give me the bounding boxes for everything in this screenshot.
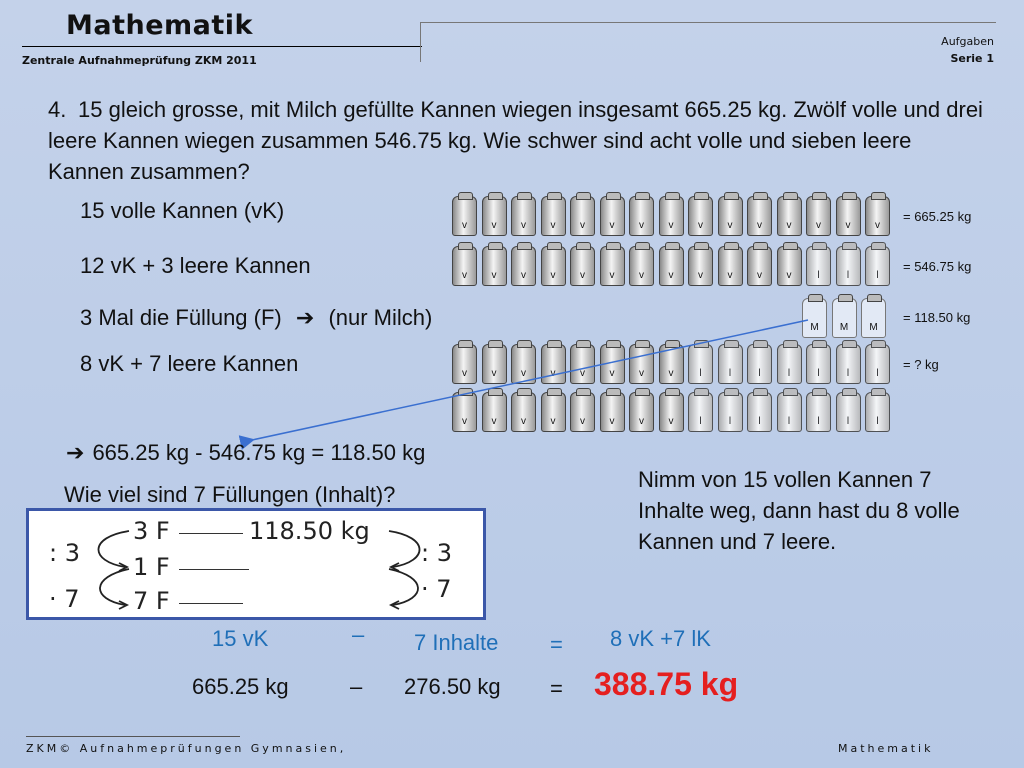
can-letter: l — [699, 368, 702, 379]
can-letter: v — [698, 220, 703, 231]
can-letter: v — [462, 368, 467, 379]
row-result-4: = ? kg — [903, 357, 939, 372]
problem-number: 4. — [48, 97, 67, 122]
can-letter: v — [757, 270, 762, 281]
can-letter: v — [639, 270, 644, 281]
can-letter: v — [580, 220, 585, 231]
question-seven-fillings: Wie viel sind 7 Füllungen (Inhalt)? — [64, 482, 396, 507]
can-letter: l — [758, 368, 761, 379]
box-left-multiply: · 7 — [49, 585, 80, 613]
can-letter: v — [639, 416, 644, 427]
eq-contents: 7 Inhalte — [414, 630, 499, 655]
can-letter: v — [727, 270, 733, 281]
can-letter: v — [491, 416, 497, 427]
box-1f: 1 F — [133, 553, 170, 581]
header-subtitle: Zentrale Aufnahmeprüfung ZKM 2011 — [22, 54, 257, 67]
header-title: Mathematik — [66, 10, 253, 41]
eq-equals: = — [550, 632, 563, 657]
can-letter: v — [550, 220, 556, 231]
can-letter: v — [491, 220, 497, 231]
footer-left: ZKM© Aufnahmeprüfungen Gymnasien, — [26, 742, 347, 755]
can-letter: v — [609, 416, 615, 427]
can-letter: v — [550, 270, 556, 281]
explanation-note: Nimm von 15 vollen Kannen 7 Inhalte weg, dann hast du 8 volle Kannen und 7 leere. — [638, 467, 960, 554]
box-right-divide: : 3 — [421, 539, 452, 567]
can-letter: v — [462, 220, 467, 231]
can-letter: v — [875, 220, 880, 231]
can-letter: l — [876, 368, 879, 379]
right-arrow-icon: ➔ — [295, 305, 315, 330]
row-result-2: = 546.75 kg — [903, 259, 972, 274]
box-left-divide: : 3 — [49, 539, 80, 567]
can-letter: v — [698, 270, 703, 281]
eq-full-cans: 15 vK — [212, 626, 269, 651]
can-letter: v — [609, 270, 615, 281]
can-letter: l — [846, 416, 850, 427]
can-letter: M — [839, 322, 849, 333]
row-label-full-cans: 15 volle Kannen (vK) — [80, 198, 285, 223]
box-7f: 7 F — [133, 587, 170, 615]
eq-result-cans: 8 vK +7 lK — [610, 626, 711, 651]
row-result-3: = 118.50 kg — [903, 310, 971, 325]
can-letter: v — [668, 270, 674, 281]
row-label-mixed-cans: 12 vK + 3 leere Kannen — [80, 253, 311, 278]
filling-arrow-text: (nur Milch) — [328, 305, 433, 330]
can-letter: v — [727, 220, 733, 231]
can-letter: l — [787, 368, 791, 379]
can-letter: v — [757, 220, 762, 231]
can-letter: v — [668, 220, 674, 231]
can-letter: l — [876, 416, 879, 427]
can-letter: v — [580, 368, 585, 379]
can-letter: v — [462, 270, 467, 281]
box-3f-value: 118.50 kg — [249, 517, 370, 545]
can-letter: v — [845, 220, 851, 231]
can-letter: v — [550, 368, 556, 379]
can-letter: v — [491, 368, 497, 379]
problem-text: 15 gleich grosse, mit Milch gefüllte Kannen wiegen insgesamt 665.25 kg. Zwölf volle und drei leere Kannen wiegen zusammen 546.75 kg. Wie schwer sind acht volle und sieben leere Kannen zusammen? — [48, 97, 983, 184]
can-letter: v — [462, 416, 467, 427]
can-letter: v — [580, 270, 585, 281]
can-letter: v — [816, 220, 821, 231]
filling-label-text: 3 Mal die Füllung (F) — [80, 305, 282, 330]
header-series: Serie 1 — [950, 52, 994, 65]
final-answer: 388.75 kg — [594, 666, 739, 702]
can-letter: v — [668, 416, 674, 427]
can-letter: v — [550, 416, 556, 427]
box-right-multiply: · 7 — [421, 575, 452, 603]
can-letter: l — [846, 368, 850, 379]
can-letter: v — [521, 220, 526, 231]
eq-minus-2: – — [350, 674, 363, 699]
can-letter: v — [521, 270, 526, 281]
difference-calc — [66, 440, 425, 466]
footer-rule — [26, 736, 240, 737]
can-letter: M — [869, 322, 878, 333]
can-letter: v — [668, 368, 674, 379]
can-letter: M — [810, 322, 819, 333]
difference-calc-text: 665.25 kg - 546.75 kg = 118.50 kg — [92, 440, 426, 465]
can-letter: v — [521, 368, 526, 379]
can-letter: l — [876, 270, 879, 281]
can-letter: l — [728, 416, 732, 427]
can-letter: l — [699, 416, 702, 427]
can-letter: v — [491, 270, 497, 281]
proportion-box — [26, 508, 486, 620]
header-section: Aufgaben — [941, 35, 994, 48]
eq-full-weight: 665.25 kg — [192, 674, 289, 699]
eq-minus: – — [352, 622, 365, 647]
box-3f: 3 F — [133, 517, 170, 545]
eq-contents-weight: 276.50 kg — [404, 674, 501, 699]
can-letter: l — [758, 416, 761, 427]
can-letter: v — [580, 416, 585, 427]
can-letter: l — [817, 270, 820, 281]
eq-equals-2: = — [550, 676, 563, 701]
row-label-target-cans: 8 vK + 7 leere Kannen — [80, 351, 299, 376]
can-letter: v — [786, 270, 792, 281]
can-letter: v — [639, 368, 644, 379]
box-curved-arrows — [29, 511, 489, 623]
footer-right: Mathematik — [838, 742, 934, 755]
right-arrow-icon: ➔ — [66, 440, 85, 465]
can-letter: v — [639, 220, 644, 231]
can-letter: l — [846, 270, 850, 281]
can-letter: v — [786, 220, 792, 231]
can-letter: v — [609, 368, 615, 379]
can-letter: l — [817, 368, 820, 379]
can-letter: l — [817, 416, 820, 427]
can-letter: v — [521, 416, 526, 427]
can-letter: v — [609, 220, 615, 231]
can-letter: l — [787, 416, 791, 427]
row-result-1: = 665.25 kg — [903, 209, 972, 224]
can-letter: l — [728, 368, 732, 379]
